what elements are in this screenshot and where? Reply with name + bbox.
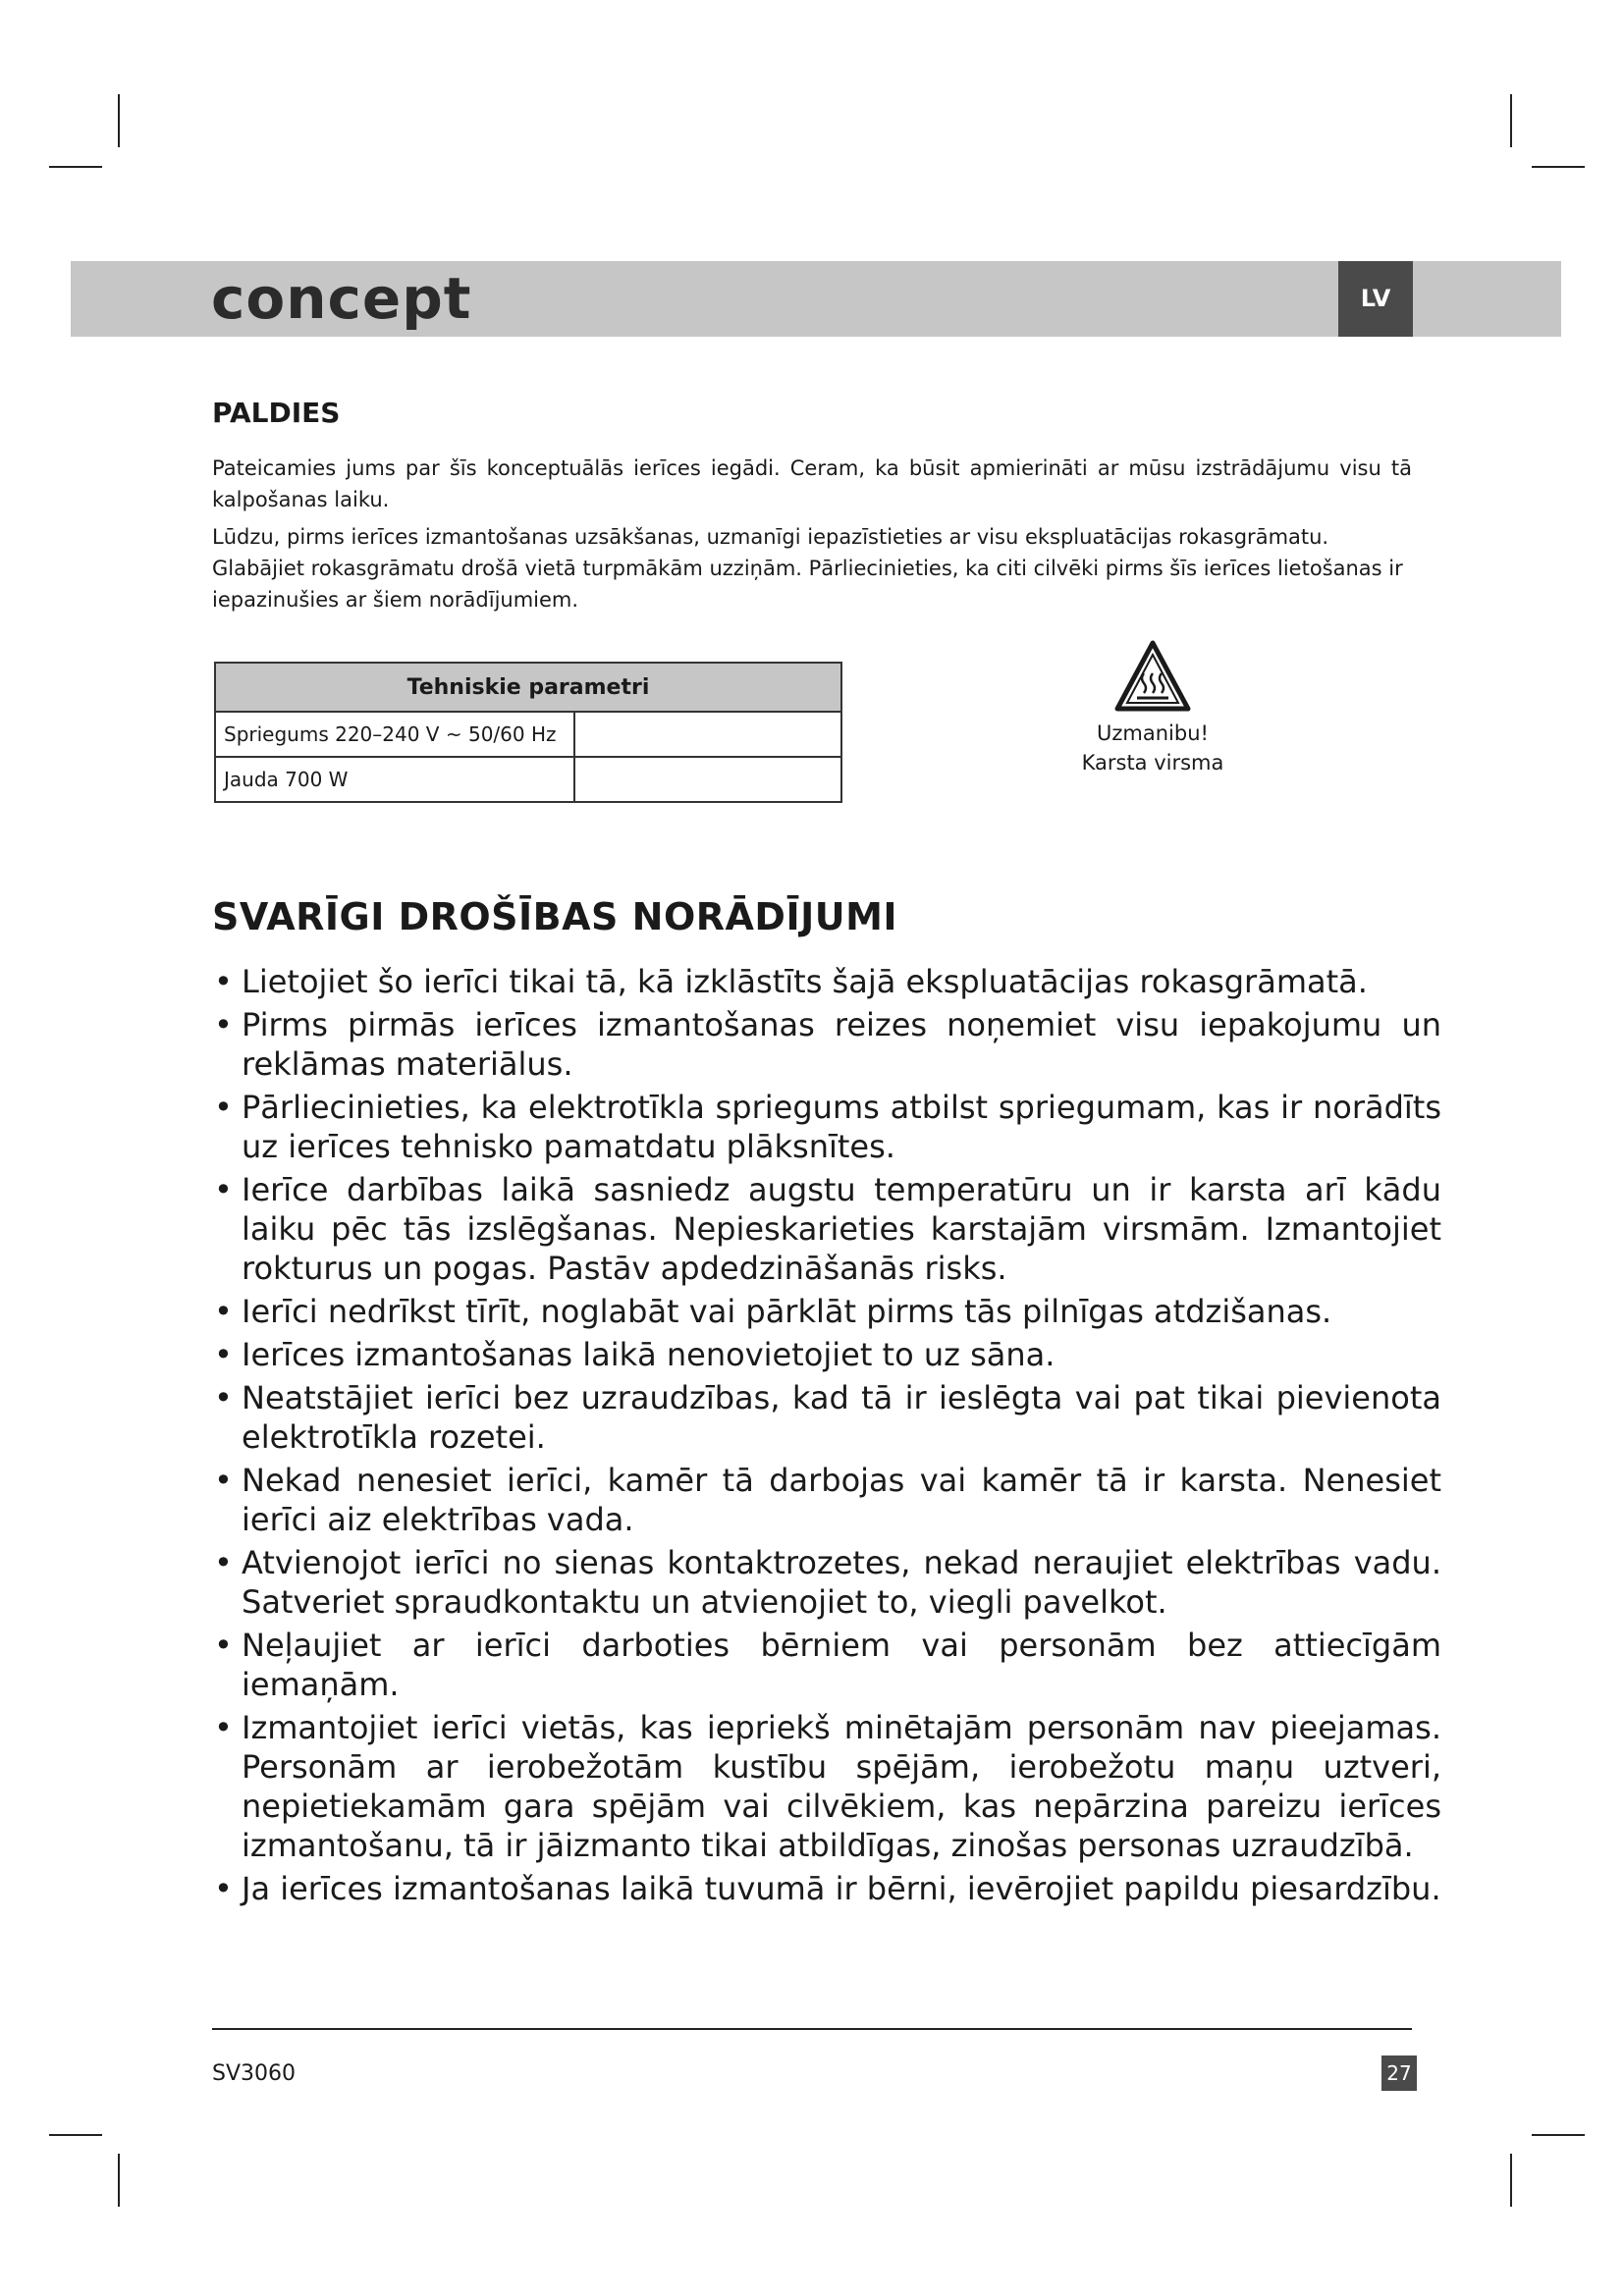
table-row [215, 712, 841, 757]
crop-mark [1532, 2134, 1585, 2136]
thanks-paragraph: Lūdzu, pirms ierīces izmantošanas uzsākšanas, uzmanīgi iepazīstieties ar visu ekspluatācijas rokasgrāmatu. Glabājiet rokasgrāmatu drošā vietā turpmākām uzziņām. Pārliecinieties, ka citi cilvēki pirms šīs ierīces lietošanas ir iepazinušies ar šiem norādījumiem. [212, 525, 1403, 612]
list-item: • Lietojiet šo ierīci tikai tā, kā izklāstīts šajā ekspluatācijas rokasgrāmatā. [212, 962, 1441, 1001]
specs-table-header: Tehniskie parametri [215, 663, 841, 712]
footer-divider [212, 2028, 1412, 2030]
language-badge: LV [1338, 261, 1413, 337]
page-number: 27 [1381, 2056, 1417, 2091]
list-item: • Pirms pirmās ierīces izmantošanas reizes noņemiet visu iepakojumu un reklāmas materiālus. [212, 1005, 1441, 1084]
spec-label: Jauda 700 W [215, 757, 574, 802]
spec-label: Spriegums 220–240 V ~ 50/60 Hz [215, 712, 574, 757]
spec-value [574, 712, 841, 757]
spec-value [574, 757, 841, 802]
specs-table [214, 662, 842, 803]
crop-mark [1510, 94, 1512, 147]
crop-mark [1532, 166, 1585, 168]
thanks-title: PALDIES [212, 397, 341, 429]
list-item: • Atvienojot ierīci no sienas kontaktrozetes, nekad neraujiet elektrības vadu. Satveriet spraudkontaktu un atvienojiet to, viegli pavelkot. [212, 1543, 1441, 1622]
model-number: SV3060 [212, 2061, 297, 2086]
list-item: • Pārliecinieties, ka elektrotīkla spriegums atbilst spriegumam, kas ir norādīts uz ierīces tehnisko pamatdatu plāksnītes. [212, 1088, 1441, 1166]
thanks-paragraph: Pateicamies jums par šīs konceptuālās ierīces iegādi. Ceram, ka būsit apmierināti ar mūsu izstrādājumu visu tā kalpošanas laiku. [212, 456, 1412, 511]
crop-mark [118, 94, 120, 147]
warning-line: Karsta virsma [1081, 751, 1224, 774]
crop-mark [49, 166, 102, 168]
crop-mark [118, 2154, 120, 2207]
crop-mark [1510, 2154, 1512, 2207]
list-item: • Ja ierīces izmantošanas laikā tuvumā ir bērni, ievērojiet papildu piesardzību. [212, 1869, 1441, 1908]
list-item: • Ierīces izmantošanas laikā nenovietojiet to uz sāna. [212, 1335, 1441, 1374]
safety-list [212, 962, 1441, 1912]
list-item: • Neatstājiet ierīci bez uzraudzības, kad tā ir ieslēgta vai pat tikai pievienota elektrotīkla rozetei. [212, 1378, 1441, 1457]
table-row [215, 757, 841, 802]
list-item: • Izmantojiet ierīci vietās, kas iepriekš minētajām personām nav pieejamas. Personām ar ierobežotām kustību spējām, ierobežotu maņu uztveri, nepietiekamām gara spējām vai cilvēkiem, kas nepārzina pareizu ierīces izmantošanu, tā ir jāizmanto tikai atbildīgas, zinošas personas uzraudzībā. [212, 1708, 1441, 1865]
table-header-row [215, 663, 841, 712]
warning-line: Uzmanibu! [1097, 721, 1209, 745]
list-item: • Nekad nenesiet ierīci, kamēr tā darbojas vai kamēr tā ir karsta. Nenesiet ierīci aiz elektrības vada. [212, 1461, 1441, 1539]
safety-title: SVARĪGI DROŠĪBAS NORĀDĪJUMI [212, 895, 898, 938]
warning-caption [1041, 719, 1265, 777]
crop-mark [49, 2134, 102, 2136]
hot-surface-warning-icon [1113, 638, 1192, 717]
list-item: • Ierīce darbības laikā sasniedz augstu temperatūru un ir karsta arī kādu laiku pēc tās izslēgšanas. Nepieskarieties karstajām virsmām. Izmantojiet rokturus un pogas. Pastāv apdedzināšanās risks. [212, 1170, 1441, 1288]
list-item: • Ierīci nedrīkst tīrīt, noglabāt vai pārklāt pirms tās pilnīgas atdzišanas. [212, 1292, 1441, 1331]
list-item: • Neļaujiet ar ierīci darboties bērniem vai personām bez attiecīgām iemaņām. [212, 1626, 1441, 1704]
brand-logo: concept [211, 265, 472, 332]
